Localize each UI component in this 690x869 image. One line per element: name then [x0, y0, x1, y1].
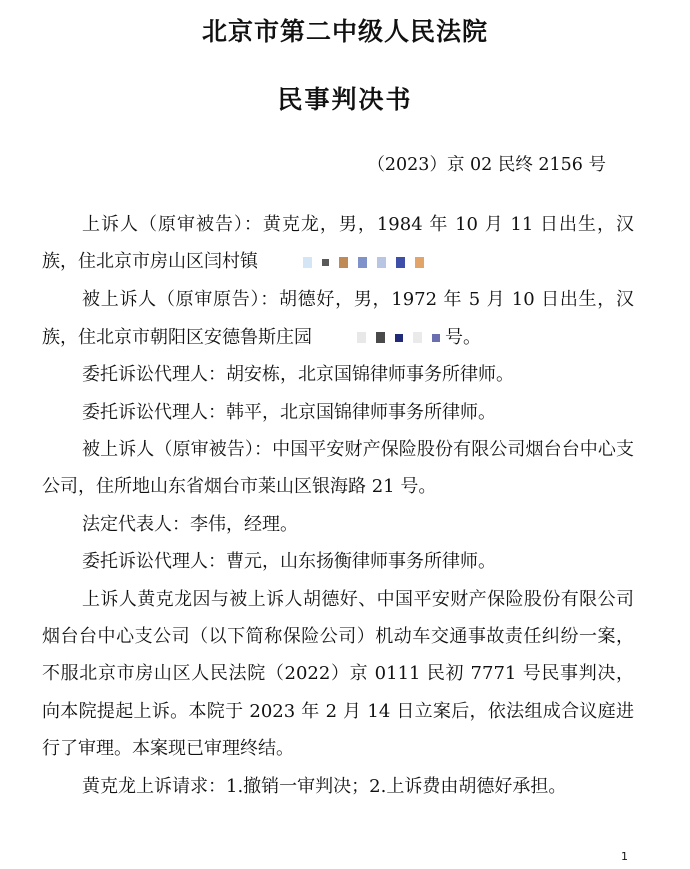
paragraph-text: 被上诉人（原审被告）：中国平安财产保险股份有限公司烟台台中心支公司，住所地山东省烟台市莱山区银海路 21 号。	[42, 439, 634, 498]
redacted-address-mosaic	[312, 319, 445, 356]
paragraph-text-tail: 号。	[445, 326, 481, 348]
document-type-title: 民事判决书	[277, 85, 413, 114]
paragraph-text: 被上诉人（原审原告）：胡德好，男，1972 年 5 月 10 日出生，汉族，住北京市朝阳区安德鲁斯庄园	[42, 289, 634, 348]
paragraph-text: 委托诉讼代理人：韩平，北京国锦律师事务所律师。	[82, 401, 496, 423]
paragraph-appeal-request	[42, 768, 634, 805]
paragraph-insurer	[42, 431, 634, 506]
page-number: 1	[621, 850, 628, 863]
paragraph-agent-1	[42, 356, 634, 393]
paragraph-agent-2	[42, 394, 634, 431]
paragraph-text: 黄克龙上诉请求：1.撤销一审判决；2.上诉费由胡德好承担。	[82, 775, 567, 797]
judgment-body	[42, 206, 634, 805]
case-number: （2023）京 02 民终 2156 号	[367, 155, 606, 175]
court-name: 北京市第二中级人民法院	[201, 17, 488, 46]
paragraph-appellee	[42, 281, 634, 356]
paragraph-text: 委托诉讼代理人：胡安栋，北京国锦律师事务所律师。	[82, 364, 514, 386]
paragraph-text: 法定代表人：李伟，经理。	[82, 513, 298, 535]
paragraph-case-summary	[42, 581, 634, 768]
paragraph-text: 上诉人黄克龙因与被上诉人胡德好、中国平安财产保险股份有限公司烟台台中心支公司（以下简称保险公司）机动车交通事故责任纠纷一案，不服北京市房山区人民法院（2022）京 0111 民初 7771 号民事判决，向本院提起上诉。本院于 2023 年 2 月 14 日立案后，依法组成合议庭进行了审理。本案现已审理终结。	[42, 588, 634, 760]
paragraph-text: 上诉人（原审被告）：黄克龙，男，1984 年 10 月 11 日出生，汉族，住北京市房山区闫村镇	[42, 214, 634, 273]
paragraph-legal-rep	[42, 506, 634, 543]
redacted-address-mosaic	[258, 244, 429, 281]
paragraph-appellant	[42, 206, 634, 281]
paragraph-text: 委托诉讼代理人：曹元，山东扬衡律师事务所律师。	[82, 551, 496, 573]
paragraph-agent-3	[42, 543, 634, 580]
